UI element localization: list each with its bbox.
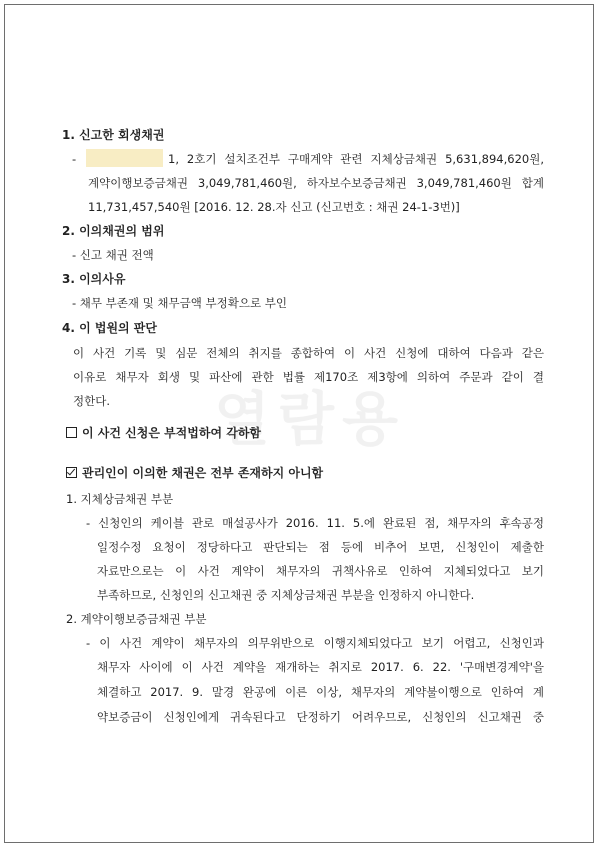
- part-2-line-1: - 이 사건 계약이 채무자의 의무위반으로 이행지체되었다고 보기 어렵고, 신청인과: [86, 636, 544, 650]
- ruling-no-claim: [66, 466, 323, 481]
- ruling-dismissal-text: 이 사건 신청은 부적법하여 각하함: [82, 426, 262, 440]
- part-2-heading: 2. 계약이행보증금채권 부분: [66, 612, 207, 626]
- part-2-line-3: 체결하고 2017. 9. 말경 완공에 이른 이상, 채무자의 계약불이행으로 인하여 계: [97, 685, 544, 699]
- part-2-line-2: 채무자 사이에 이 사건 계약을 재개하는 취지로 2017. 6. 22. '구매변경계약'을: [97, 660, 544, 674]
- section-2-heading: 2. 이의채권의 범위: [62, 224, 165, 238]
- section-3-heading: 3. 이의사유: [62, 272, 126, 286]
- section-2-line-1: - 신고 채권 전액: [72, 248, 154, 262]
- section-1-line-1: 1, 2호기 설치조건부 구매계약 관련 지체상금채권 5,631,894,620원,: [168, 152, 544, 166]
- part-2-line-4: 약보증금이 신청인에게 귀속된다고 단정하기 어려우므로, 신청인의 신고채권 중: [97, 710, 544, 724]
- part-1-heading: 1. 지체상금채권 부분: [66, 492, 174, 506]
- ruling-no-claim-text: 관리인이 이의한 채권은 전부 존재하지 아니함: [82, 466, 324, 480]
- section-1-heading: 1. 신고한 회생채권: [62, 128, 165, 142]
- section-4-line-3: 정한다.: [73, 394, 110, 408]
- part-1-line-2: 일정수정 요청이 정당하다고 판단되는 점 등에 비추어 보면, 신청인이 제출한: [97, 540, 544, 554]
- section-1-line-2: 계약이행보증금채권 3,049,781,460원, 하자보수보증금채권 3,049,781,460원 합계: [88, 176, 544, 190]
- watermark: 열람용: [213, 385, 407, 453]
- part-1-line-3: 자료만으로는 이 사건 계약이 채무자의 귀책사유로 인하여 지체되었다고 보기: [97, 564, 544, 578]
- section-4-heading: 4. 이 법원의 판단: [62, 321, 157, 335]
- section-4-line-2: 이유로 채무자 회생 및 파산에 관한 법률 제170조 제3항에 의하여 주문과 같이 결: [73, 370, 544, 384]
- ruling-dismissal: [66, 426, 261, 441]
- section-1-line-3: 11,731,457,540원 [2016. 12. 28.자 신고 (신고번호 : 채권 24-1-3번)]: [88, 200, 460, 214]
- part-1-line-4: 부족하므로, 신청인의 신고채권 중 지체상금채권 부분을 인정하지 아니한다.: [97, 588, 475, 602]
- part-1-line-1: - 신청인의 케이블 관로 매설공사가 2016. 11. 5.에 완료된 점, 채무자의 후속공정: [86, 516, 544, 530]
- section-1-dash: -: [72, 152, 77, 166]
- section-3-line-1: - 채무 부존재 및 채무금액 부정확으로 부인: [72, 296, 287, 310]
- unchecked-box-icon: [66, 427, 77, 438]
- checked-box-icon: [66, 467, 77, 478]
- redacted-name: [86, 149, 163, 167]
- section-4-line-1: 이 사건 기록 및 심문 전체의 취지를 종합하여 이 사건 신청에 대하여 다음과 같은: [73, 346, 544, 360]
